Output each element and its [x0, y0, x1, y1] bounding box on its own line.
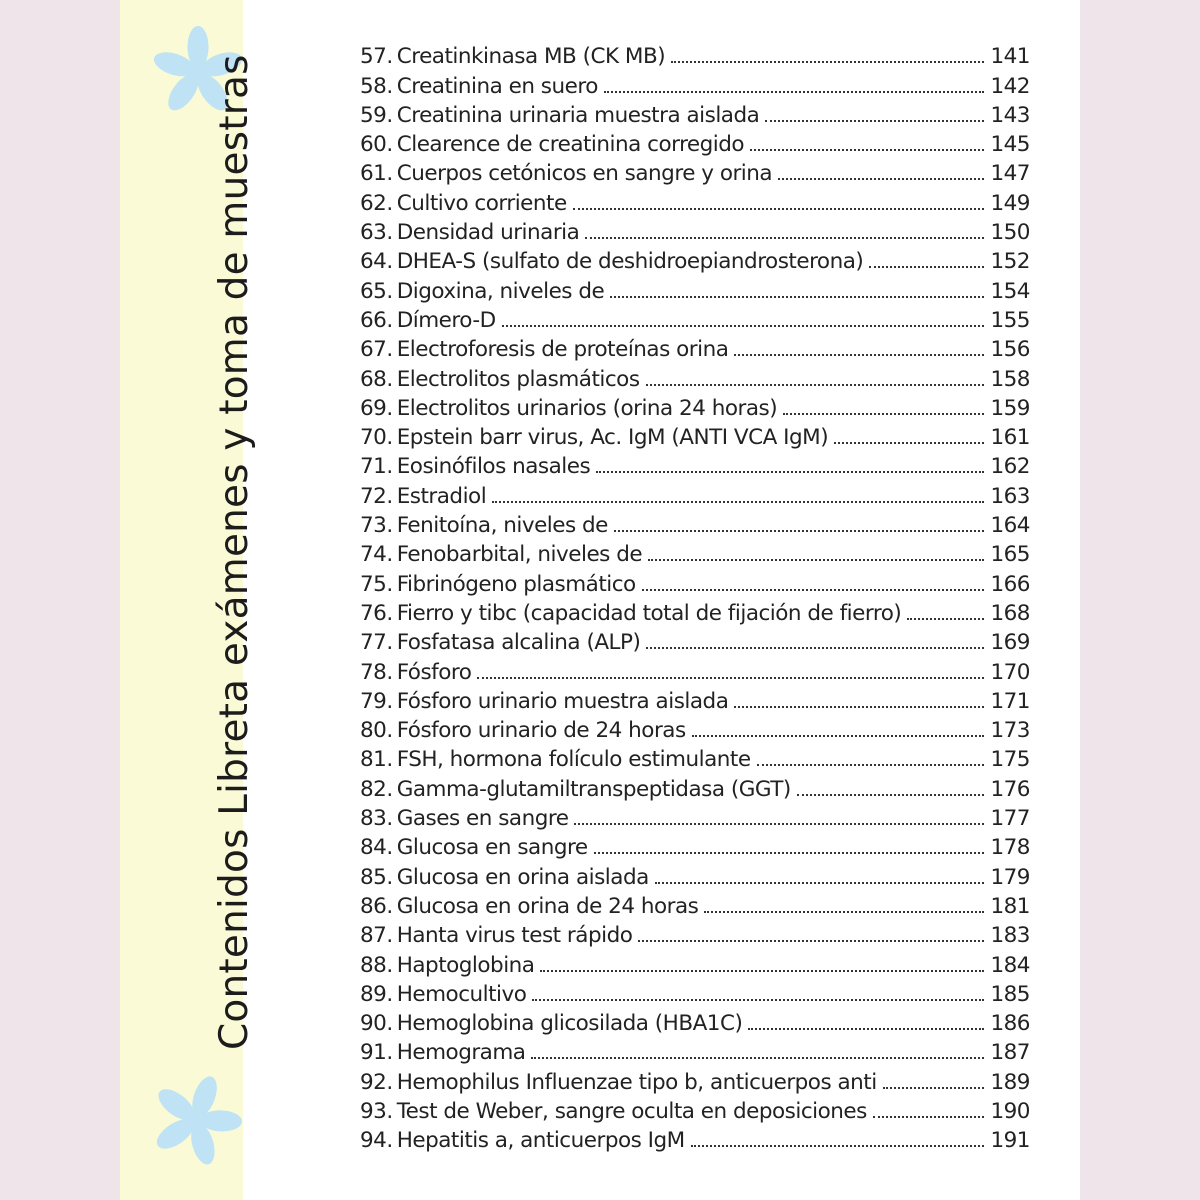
- toc-entry-number: 68.: [360, 366, 393, 392]
- toc-entry[interactable]: [360, 743, 1030, 772]
- dot-leader: [765, 120, 984, 122]
- toc-entry[interactable]: [360, 69, 1030, 98]
- dot-leader: [477, 677, 984, 679]
- toc-entry[interactable]: [360, 186, 1030, 215]
- toc-entry[interactable]: [360, 626, 1030, 655]
- toc-entry-title: Glucosa en orina de 24 horas: [396, 893, 699, 919]
- dot-leader: [574, 823, 984, 825]
- toc-entry-number: 72.: [360, 483, 393, 509]
- toc-entry-title: Clearence de creatinina corregido: [396, 132, 745, 158]
- dot-leader: [757, 764, 985, 766]
- toc-entry-page: 168: [990, 600, 1030, 626]
- dot-leader: [531, 1057, 984, 1059]
- toc-entry[interactable]: [360, 450, 1030, 479]
- toc-entry-number: 75.: [360, 571, 393, 597]
- toc-entry-title: Dímero-D: [396, 307, 496, 333]
- toc-entry[interactable]: [360, 128, 1030, 157]
- toc-entry-title: FSH, hormona folículo estimulante: [396, 747, 751, 773]
- toc-entry-page: 181: [990, 893, 1030, 919]
- toc-entry-title: Hemophilus Influenzae tipo b, anticuerpos anti: [396, 1069, 877, 1095]
- toc-entry[interactable]: [360, 948, 1030, 977]
- toc-entry-number: 66.: [360, 307, 393, 333]
- toc-entry-number: 59.: [360, 102, 393, 128]
- toc-entry[interactable]: [360, 245, 1030, 274]
- toc-entry-page: 149: [990, 190, 1030, 216]
- toc-entry-page: 163: [990, 483, 1030, 509]
- toc-entry[interactable]: [360, 479, 1030, 508]
- sidebar-strip: [120, 0, 257, 1200]
- table-of-contents: [360, 40, 1030, 1153]
- toc-entry[interactable]: [360, 274, 1030, 303]
- toc-entry-title: Hepatitis a, anticuerpos IgM: [396, 1128, 685, 1154]
- toc-entry-title: Fenitoína, niveles de: [396, 513, 608, 539]
- toc-entry-number: 74.: [360, 542, 393, 568]
- dot-leader: [748, 1028, 984, 1030]
- toc-entry-page: 165: [990, 542, 1030, 568]
- toc-entry-title: Hemoglobina glicosilada (HBA1C): [396, 1011, 743, 1037]
- toc-entry[interactable]: [360, 509, 1030, 538]
- dot-leader: [734, 354, 984, 356]
- toc-entry-title: Fibrinógeno plasmático: [396, 571, 636, 597]
- toc-entry-number: 67.: [360, 337, 393, 363]
- toc-entry-page: 150: [990, 220, 1030, 246]
- toc-entry[interactable]: [360, 333, 1030, 362]
- toc-entry[interactable]: [360, 304, 1030, 333]
- dot-leader: [646, 384, 985, 386]
- dot-leader: [655, 882, 985, 884]
- toc-entry[interactable]: [360, 655, 1030, 684]
- dot-leader: [604, 91, 985, 93]
- dot-leader: [610, 296, 984, 298]
- toc-entry[interactable]: [360, 157, 1030, 186]
- toc-entry-page: 147: [990, 161, 1030, 187]
- toc-entry[interactable]: [360, 831, 1030, 860]
- toc-entry[interactable]: [360, 421, 1030, 450]
- toc-entry-number: 73.: [360, 513, 393, 539]
- toc-entry[interactable]: [360, 1065, 1030, 1094]
- toc-entry-number: 69.: [360, 395, 393, 421]
- toc-entry-title: Eosinófilos nasales: [396, 454, 591, 480]
- toc-entry[interactable]: [360, 567, 1030, 596]
- toc-entry-page: 164: [990, 513, 1030, 539]
- toc-entry[interactable]: [360, 890, 1030, 919]
- toc-entry-number: 65.: [360, 278, 393, 304]
- toc-entry-number: 64.: [360, 249, 393, 275]
- toc-entry-title: Estradiol: [396, 483, 487, 509]
- toc-entry-number: 58.: [360, 73, 393, 99]
- toc-entry-number: 78.: [360, 659, 393, 685]
- toc-entry[interactable]: [360, 1095, 1030, 1124]
- toc-entry-title: Fierro y tibc (capacidad total de fijación de fierro): [396, 600, 902, 626]
- dot-leader: [540, 970, 984, 972]
- dot-leader: [778, 178, 984, 180]
- toc-entry-title: Haptoglobina: [396, 952, 535, 978]
- dot-leader: [642, 589, 985, 591]
- toc-entry-page: 190: [990, 1098, 1030, 1124]
- dot-leader: [614, 530, 985, 532]
- toc-entry-number: 61.: [360, 161, 393, 187]
- toc-entry-number: 91.: [360, 1040, 393, 1066]
- toc-entry-title: Creatinkinasa MB (CK MB): [396, 44, 666, 70]
- dot-leader: [492, 501, 984, 503]
- toc-entry-number: 88.: [360, 952, 393, 978]
- dot-leader: [532, 999, 984, 1001]
- toc-entry-number: 84.: [360, 835, 393, 861]
- toc-entry-page: 142: [990, 73, 1030, 99]
- toc-entry[interactable]: [360, 685, 1030, 714]
- toc-entry-title: Test de Weber, sangre oculta en deposiciones: [396, 1098, 867, 1124]
- toc-entry-number: 85.: [360, 864, 393, 890]
- dot-leader: [907, 618, 984, 620]
- toc-entry-title: Epstein barr virus, Ac. IgM (ANTI VCA IgM): [396, 425, 829, 451]
- dot-leader: [646, 647, 984, 649]
- toc-entry[interactable]: [360, 772, 1030, 801]
- toc-entry[interactable]: [360, 597, 1030, 626]
- toc-entry-title: Glucosa en orina aislada: [396, 864, 649, 890]
- dot-leader: [691, 1145, 985, 1147]
- toc-entry-number: 79.: [360, 688, 393, 714]
- toc-entry-number: 82.: [360, 776, 393, 802]
- toc-entry-page: 184: [990, 952, 1030, 978]
- dot-leader: [783, 413, 984, 415]
- dot-leader: [834, 442, 984, 444]
- toc-entry-number: 63.: [360, 220, 393, 246]
- dot-leader: [502, 325, 985, 327]
- toc-entry-page: 175: [990, 747, 1030, 773]
- toc-entry[interactable]: [360, 1036, 1030, 1065]
- dot-leader: [596, 471, 984, 473]
- toc-entry-page: 173: [990, 718, 1030, 744]
- toc-entry-number: 70.: [360, 425, 393, 451]
- toc-entry[interactable]: [360, 860, 1030, 889]
- toc-entry-page: 156: [990, 337, 1030, 363]
- toc-entry-page: 162: [990, 454, 1030, 480]
- toc-entry-number: 71.: [360, 454, 393, 480]
- dot-leader: [671, 61, 984, 63]
- toc-entry-page: 145: [990, 132, 1030, 158]
- toc-entry-page: 176: [990, 776, 1030, 802]
- toc-entry[interactable]: [360, 978, 1030, 1007]
- toc-entry-page: 161: [990, 425, 1030, 451]
- toc-entry-number: 92.: [360, 1069, 393, 1095]
- toc-entry-page: 178: [990, 835, 1030, 861]
- toc-entry-number: 60.: [360, 132, 393, 158]
- toc-entry-number: 93.: [360, 1098, 393, 1124]
- dot-leader: [869, 266, 984, 268]
- toc-entry-title: Digoxina, niveles de: [396, 278, 605, 304]
- toc-entry-page: 141: [990, 44, 1030, 70]
- toc-entry-number: 57.: [360, 44, 393, 70]
- toc-entry-title: Cultivo corriente: [396, 190, 567, 216]
- toc-entry-number: 62.: [360, 190, 393, 216]
- toc-entry[interactable]: [360, 1124, 1030, 1153]
- toc-entry-page: 185: [990, 981, 1030, 1007]
- toc-entry-title: DHEA-S (sulfato de deshidroepiandrosterona): [396, 249, 864, 275]
- toc-entry-number: 81.: [360, 747, 393, 773]
- toc-entry[interactable]: [360, 40, 1030, 69]
- toc-entry[interactable]: [360, 216, 1030, 245]
- toc-entry-number: 89.: [360, 981, 393, 1007]
- toc-entry-page: 171: [990, 688, 1030, 714]
- toc-entry[interactable]: [360, 1007, 1030, 1036]
- toc-entry-title: Hanta virus test rápido: [396, 923, 633, 949]
- document-page: [120, 0, 1080, 1200]
- toc-entry-page: 154: [990, 278, 1030, 304]
- toc-entry-title: Electrolitos urinarios (orina 24 horas): [396, 395, 778, 421]
- toc-entry-title: Creatinina urinaria muestra aislada: [396, 102, 760, 128]
- toc-entry-page: 177: [990, 806, 1030, 832]
- toc-entry-page: 170: [990, 659, 1030, 685]
- toc-entry[interactable]: [360, 538, 1030, 567]
- flower-icon: [148, 1072, 244, 1168]
- toc-entry[interactable]: [360, 392, 1030, 421]
- toc-entry-title: Glucosa en sangre: [396, 835, 588, 861]
- toc-entry-title: Electrolitos plasmáticos: [396, 366, 640, 392]
- dot-leader: [883, 1087, 985, 1089]
- toc-entry-title: Cuerpos cetónicos en sangre y orina: [396, 161, 773, 187]
- toc-entry-title: Hemocultivo: [396, 981, 527, 1007]
- toc-entry[interactable]: [360, 714, 1030, 743]
- dot-leader: [750, 149, 984, 151]
- toc-entry-title: Hemograma: [396, 1040, 526, 1066]
- toc-entry[interactable]: [360, 362, 1030, 391]
- section-title: Contenidos Libreta exámenes y toma de muestras: [212, 54, 257, 1050]
- toc-entry-page: 189: [990, 1069, 1030, 1095]
- toc-entry-number: 94.: [360, 1128, 393, 1154]
- dot-leader: [585, 237, 984, 239]
- dot-leader: [704, 911, 984, 913]
- dot-leader: [594, 852, 985, 854]
- dot-leader: [692, 735, 985, 737]
- dot-leader: [873, 1116, 985, 1118]
- toc-entry[interactable]: [360, 99, 1030, 128]
- toc-entry-page: 143: [990, 102, 1030, 128]
- toc-entry-title: Fósforo: [396, 659, 472, 685]
- toc-entry-number: 83.: [360, 806, 393, 832]
- toc-entry-title: Fenobarbital, niveles de: [396, 542, 643, 568]
- toc-entry-page: 166: [990, 571, 1030, 597]
- toc-entry[interactable]: [360, 802, 1030, 831]
- dot-leader: [648, 559, 984, 561]
- toc-entry-page: 155: [990, 307, 1030, 333]
- toc-entry[interactable]: [360, 919, 1030, 948]
- toc-entry-page: 179: [990, 864, 1030, 890]
- toc-entry-number: 90.: [360, 1011, 393, 1037]
- toc-entry-page: 159: [990, 395, 1030, 421]
- dot-leader: [638, 940, 984, 942]
- dot-leader: [734, 706, 984, 708]
- toc-entry-number: 80.: [360, 718, 393, 744]
- toc-entry-title: Fósforo urinario de 24 horas: [396, 718, 686, 744]
- toc-entry-page: 158: [990, 366, 1030, 392]
- toc-entry-title: Creatinina en suero: [396, 73, 598, 99]
- toc-entry-title: Electroforesis de proteínas orina: [396, 337, 729, 363]
- toc-entry-title: Gamma-glutamiltranspeptidasa (GGT): [396, 776, 791, 802]
- toc-entry-page: 183: [990, 923, 1030, 949]
- toc-entry-page: 152: [990, 249, 1030, 275]
- toc-entry-page: 191: [990, 1128, 1030, 1154]
- toc-entry-title: Gases en sangre: [396, 806, 569, 832]
- toc-entry-title: Fosfatasa alcalina (ALP): [396, 630, 641, 656]
- toc-entry-page: 187: [990, 1040, 1030, 1066]
- toc-entry-number: 87.: [360, 923, 393, 949]
- toc-entry-page: 186: [990, 1011, 1030, 1037]
- toc-entry-title: Fósforo urinario muestra aislada: [396, 688, 729, 714]
- toc-entry-number: 77.: [360, 630, 393, 656]
- toc-entry-number: 76.: [360, 600, 393, 626]
- toc-entry-number: 86.: [360, 893, 393, 919]
- dot-leader: [573, 208, 985, 210]
- toc-entry-page: 169: [990, 630, 1030, 656]
- toc-entry-title: Densidad urinaria: [396, 220, 580, 246]
- dot-leader: [797, 794, 985, 796]
